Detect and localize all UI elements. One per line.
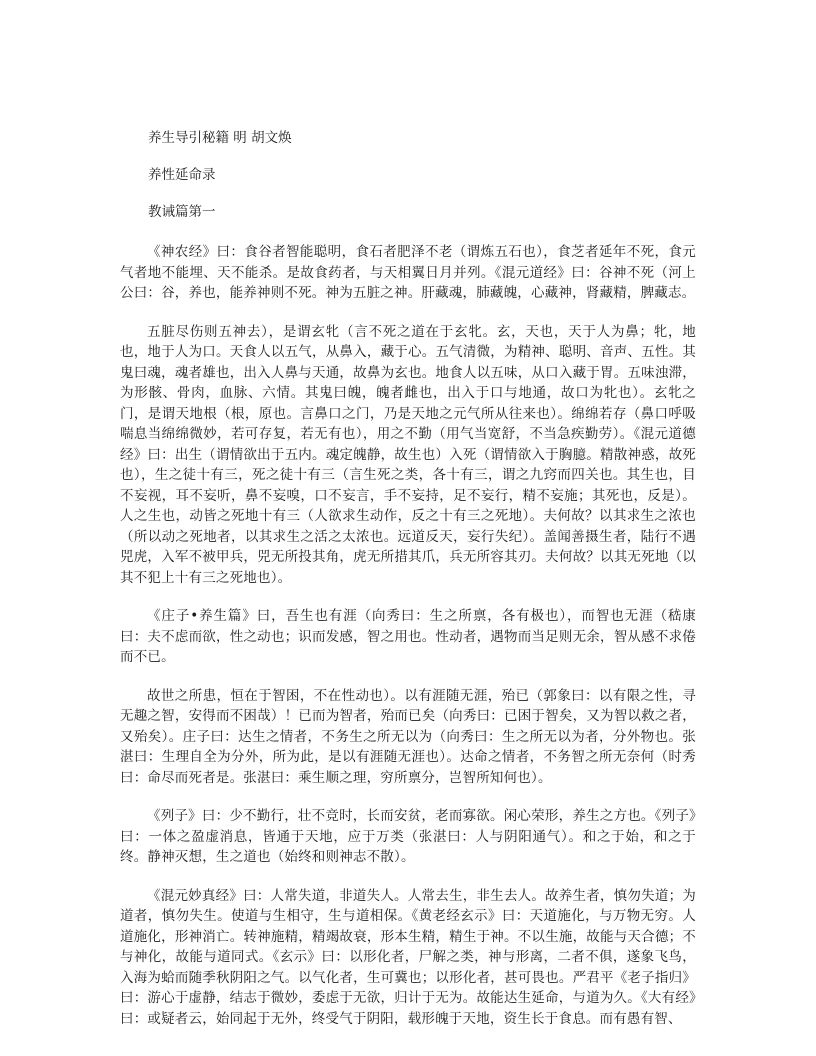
paragraph-2: 五脏尽伤则五神去），是谓玄牝（言不死之道在于玄牝。玄，天也，天于人为鼻；牝，地也，地于人为口。天食人以五气，从鼻入，藏于心。五气清微，为精神、聪明、音声、五性。其鬼曰魂，魂者雄也，出入人鼻与天通，故鼻为玄也。地食人以五味，从口入藏于胃。五味浊滞，为形骸、骨肉，血脉、六情。其鬼曰魄，魄者雌也，出入于口与地通，故口为牝也）。玄牝之门，是谓天地根（根，原也。言鼻口之门，乃是天地之元气所从往来也）。绵绵若存（鼻口呼吸喘息当绵绵微妙，若可存复，若无有也），用之不勤（用气当宽舒，不当急疾勤劳）。《混元道德经》曰：出生（谓情欲出于五内。魂定魄静，故生也）入死（谓情欲入于胸臆。精散神惑，故死也），生之徒十有三，死之徒十有三（言生死之类，各十有三，谓之九窍而四关也。其生也，目不妄视，耳不妄听，鼻不妄嗅，口不妄言，手不妄持，足不妄行，精不妄施；其死也，反是）。人之生也，动皆之死地十有三（人欲求生动作，反之十有三之死地）。夫何故？以其求生之浓也（所以动之死地者，以其求生之活之太浓也。远道反天，妄行失纪）。盖闻善摄生者，陆行不遇兕虎，入军不被甲兵，兕无所投其角，虎无所措其爪，兵无所容其刃。夫何故？以其无死地（以其不犯上十有三之死地也）。 [120,323,696,586]
chapter-title: 教诫篇第一 [148,204,216,220]
paragraph-4: 故世之所患，恒在于智困，不在性动也）。以有涯随无涯，殆已（郭象曰：以有限之性，寻无趣之智，安得而不困哉）！已而为智者，殆而已矣（向秀曰：已困于智矣，又为智以救之者，又殆矣）。庄子曰：达生之情者，不务生之所无以为（向秀曰：生之所无以为者，分外物也。张湛曰：生理自全为分外，所为此，是以有涯随无涯也）。达命之情者，不务智之所无奈何（时秀曰：命尽而死者是。张湛曰：乘生顺之理，穷所禀分，岂智所知何也）。 [120,687,696,786]
document-page [120,128,696,1047]
section-title: 养性延命录 [148,167,216,183]
paragraph-1: 《神农经》曰：食谷者智能聪明，食石者肥泽不老（谓炼五石也），食芝者延年不死，食元气者地不能埋、天不能杀。是故食药者，与天相翼日月并列。《混元道经》曰：谷神不死（河上公曰：谷，养也，能养神则不死。神为五脏之神。肝藏魂，肺藏魄，心藏神，肾藏精，脾藏志。 [120,244,696,301]
paragraph-5: 《列子》曰：少不勤行，壮不竞时，长而安贫，老而寡欲。闲心荣形，养生之方也。《列子》曰：一体之盈虚消息，皆通于天地，应于万类（张湛曰：人与阴阳通气）。和之于始，和之于终。静神灭想，生之道也（始终和则神志不散）。 [120,808,696,865]
book-title-line: 养生导引秘籍 明 胡文焕 [148,130,292,146]
paragraph-3: 《庄子•养生篇》曰，吾生也有涯（向秀曰：生之所禀，各有极也），而智也无涯（嵇康曰：夫不虑而欲，性之动也；识而发感，智之用也。性动者，遇物而当足则无余，智从感不求倦而不已。 [120,608,696,665]
paragraph-6: 《混元妙真经》曰：人常失道，非道失人。人常去生，非生去人。故养生者，慎勿失道；为道者，慎勿失生。使道与生相守，生与道相保。《黄老经玄示》曰：天道施化，与万物无穷。人道施化，形神消亡。转神施精，精竭故衰，形本生精，精生于神。不以生施，故能与天合德；不与神化，故能与道同式。《玄示》曰：以形化者，尸解之类，神与形离，二者不俱，遂象飞鸟，入海为蛤而随季秋阴阳之气。以气化者，生可冀也；以形化者，甚可畏也。严君平《老子指归》曰：游心于虚静，结志于微妙，委虑于无欲，归计于无为。故能达生延命，与道为久。《大有经》曰：或疑者云，始同起于无外，终受气于阴阳，载形魄于天地，资生长于食息。而有愚有智、 [120,887,696,1027]
